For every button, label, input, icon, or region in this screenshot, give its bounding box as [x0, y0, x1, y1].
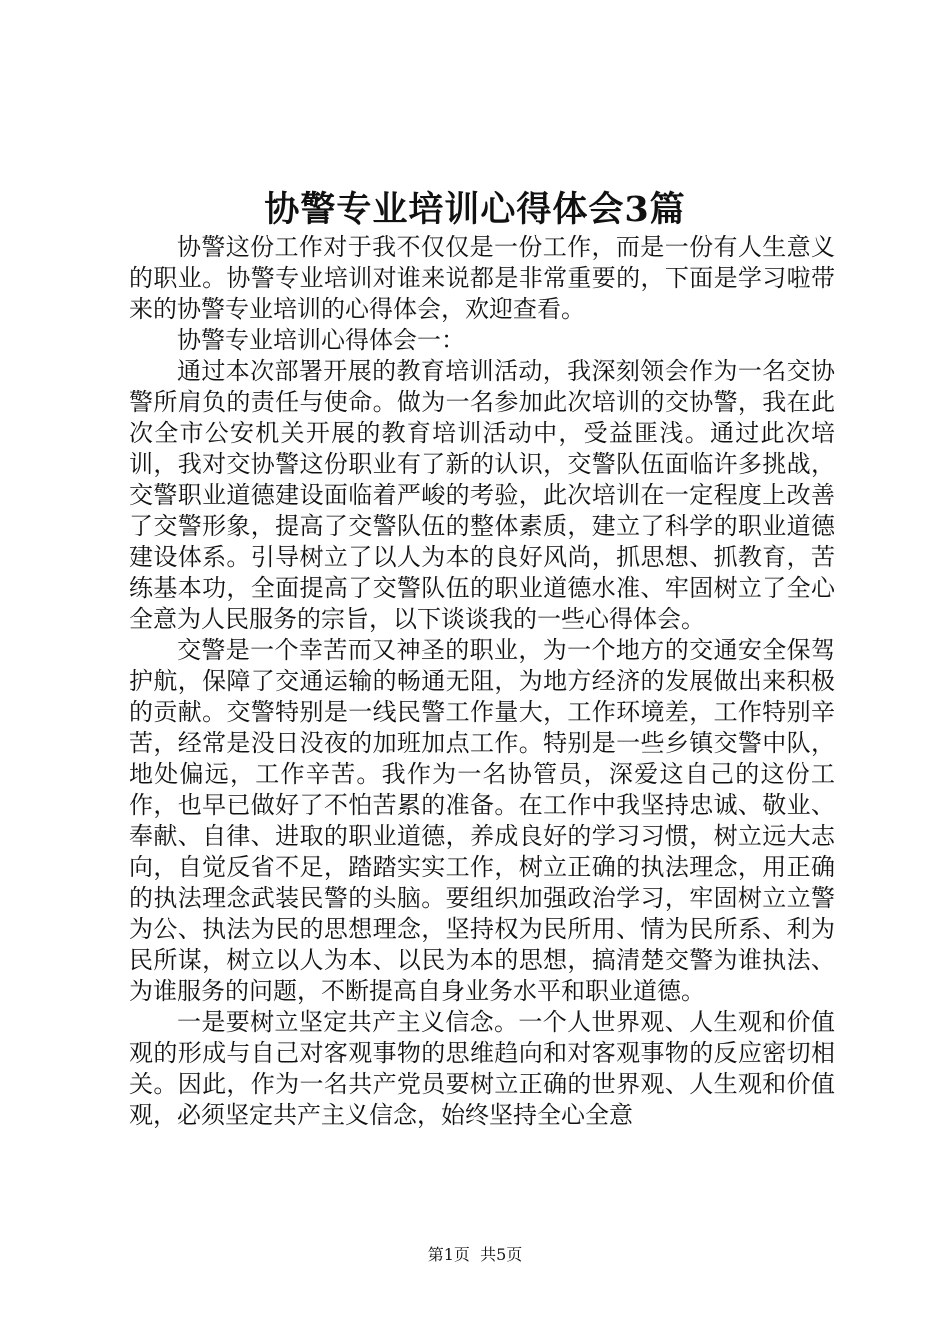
page-number: 第1页 — [427, 1245, 470, 1264]
section-heading-one: 协警专业培训心得体会一： — [177, 326, 465, 354]
page-total: 共5页 — [480, 1245, 523, 1264]
paragraph-traffic-police: 交警是一个幸苦而又神圣的职业，为一个地方的交通安全保驾护航，保障了交通运输的畅通无阻，为地方经济的发展做出来积极的贡献。交警特别是一线民警工作量大，工作环境差，工作特别辛苦，经常是没日没夜的加班加点工作。特别是一些乡镇交警中队，地处偏远，工作辛苦。我作为一名协管员，深爱这自己的这份工作，也早已做好了不怕苦累的准备。在工作中我坚持忠诚、敬业、奉献、自律、进取的职业道德，养成良好的学习习惯，树立远大志向，自觉反省不足，踏踏实实工作，树立正确的执法理念，用正确的执法理念武装民警的头脑。要组织加强政治学习，牢固树立立警为公、执法为民的思想理念，坚持权为民所用、情为民所系、利为民所谋，树立以人为本、以民为本的思想，搞清楚交警为谁执法、为谁服务的问题，不断提高自身业务水平和职业道德。 — [129, 636, 835, 1005]
paragraph-training: 通过本次部署开展的教育培训活动，我深刻领会作为一名交协警所肩负的责任与使命。做为一名参加此次培训的交协警，我在此次全市公安机关开展的教育培训活动中，受益匪浅。通过此次培训，我对交协警这份职业有了新的认识，交警队伍面临许多挑战，交警职业道德建设面临着严峻的考验，此次培训在一定程度上改善了交警形象，提高了交警队伍的整体素质，建立了科学的职业道德建设体系。引导树立了以人为本的良好风尚，抓思想、抓教育，苦练基本功，全面提高了交警队伍的职业道德水准、牢固树立了全心全意为人民服务的宗旨，以下谈谈我的一些心得体会。 — [129, 357, 835, 633]
page-footer — [0, 1244, 950, 1266]
footer-separator — [470, 1245, 480, 1264]
paragraph-belief: 一是要树立坚定共产主义信念。一个人世界观、人生观和价值观的形成与自己对客观事物的思维趋向和对客观事物的反应密切相关。因此，作为一名共产党员要树立正确的世界观、人生观和价值观，必须坚定共产主义信念，始终坚持全心全意 — [129, 1008, 835, 1129]
document-body — [129, 232, 835, 1131]
paragraph-intro: 协警这份工作对于我不仅仅是一份工作，而是一份有人生意义的职业。协警专业培训对谁来说都是非常重要的，下面是学习啦带来的协警专业培训的心得体会，欢迎查看。 — [129, 233, 835, 323]
document-title: 协警专业培训心得体会3篇 — [264, 189, 686, 230]
